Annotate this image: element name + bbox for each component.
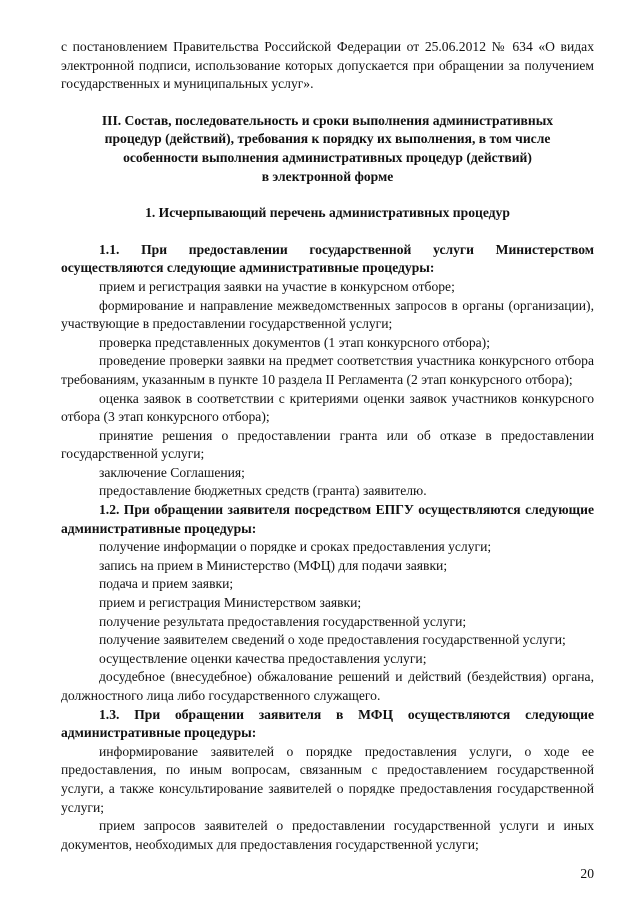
list-item: предоставление бюджетных средств (гранта) заявителю.: [99, 483, 427, 499]
list-item: прием и регистрация заявки на участие в конкурсном отборе;: [99, 278, 455, 294]
list-item: подача и прием заявки;: [99, 576, 234, 592]
list-item: проведение проверки заявки на предмет соответствия участника конкурсного отбора требованиям, указанным в пункте 10 раздела II Регламента (2 этап конкурсного отбора);: [61, 353, 594, 387]
list-item: получение информации о порядке и сроках предоставления услуги;: [99, 539, 492, 555]
page-number: 20: [580, 866, 594, 881]
list-item: запись на прием в Министерство (МФЦ) для подачи заявки;: [99, 557, 448, 573]
page-content: [61, 38, 594, 854]
list-item: заключение Соглашения;: [99, 464, 245, 480]
list-item: прием и регистрация Министерством заявки;: [99, 595, 362, 611]
subsection-title: 1. Исчерпывающий перечень административных процедур: [145, 205, 510, 221]
section-title-line: процедур (действий), требования к порядку их выполнения, в том числе: [104, 131, 551, 147]
section-title-line: III. Состав, последовательность и сроки выполнения административных: [101, 112, 554, 128]
list-item: осуществление оценки качества предоставления услуги;: [99, 650, 427, 666]
clause-1-2-heading: 1.2. При обращении заявителя посредством ЕПГУ осуществляются следующие административные процедуры:: [61, 502, 594, 536]
list-item: получение заявителем сведений о ходе предоставления государственной услуги;: [99, 632, 566, 648]
list-item: формирование и направление межведомственных запросов в органы (организации), участвующие в предоставлении государственной услуги;: [61, 297, 594, 332]
intro-paragraph: с постановлением Правительства Российской Федерации от 25.06.2012 № 634 «О видах электронной подписи, использование которых допускается при обращении за получением государственных и муниципальных услуг».: [61, 39, 594, 92]
list-item: проверка представленных документов (1 этап конкурсного отбора);: [99, 334, 490, 350]
list-item: информирование заявителей о порядке предоставления услуги, о ходе ее предоставления, по иным вопросам, связанным с предоставлением государственной услуги, а также консультирование заявителей о порядке предоставления государственной услуги;: [61, 743, 594, 815]
clause-1-3-heading: 1.3. При обращении заявителя в МФЦ осуществляются следующие административные процедуры:: [61, 706, 594, 741]
list-item: прием запросов заявителей о предоставлении государственной услуги и иных документов, необходимых для предоставления государственной услуги;: [61, 818, 594, 852]
section-title: [61, 112, 594, 186]
list-item: оценка заявок в соответствии с критериями оценки заявок участников конкурсного отбора (3 этап конкурсного отбора);: [61, 390, 594, 425]
section-title-line: в электронной форме: [261, 168, 394, 184]
list-item: принятие решения о предоставлении гранта или об отказе в предоставлении государственной услуги;: [61, 427, 594, 462]
clause-1-1-heading: 1.1. При предоставлении государственной услуги Министерством осуществляются следующие административные процедуры:: [61, 241, 594, 276]
list-item: досудебное (внесудебное) обжалование решений и действий (бездействия) органа, должностного лица либо государственного служащего.: [61, 669, 594, 703]
section-title-line: особенности выполнения административных процедур (действий): [123, 149, 532, 165]
list-item: получение результата предоставления государственной услуги;: [99, 613, 467, 629]
